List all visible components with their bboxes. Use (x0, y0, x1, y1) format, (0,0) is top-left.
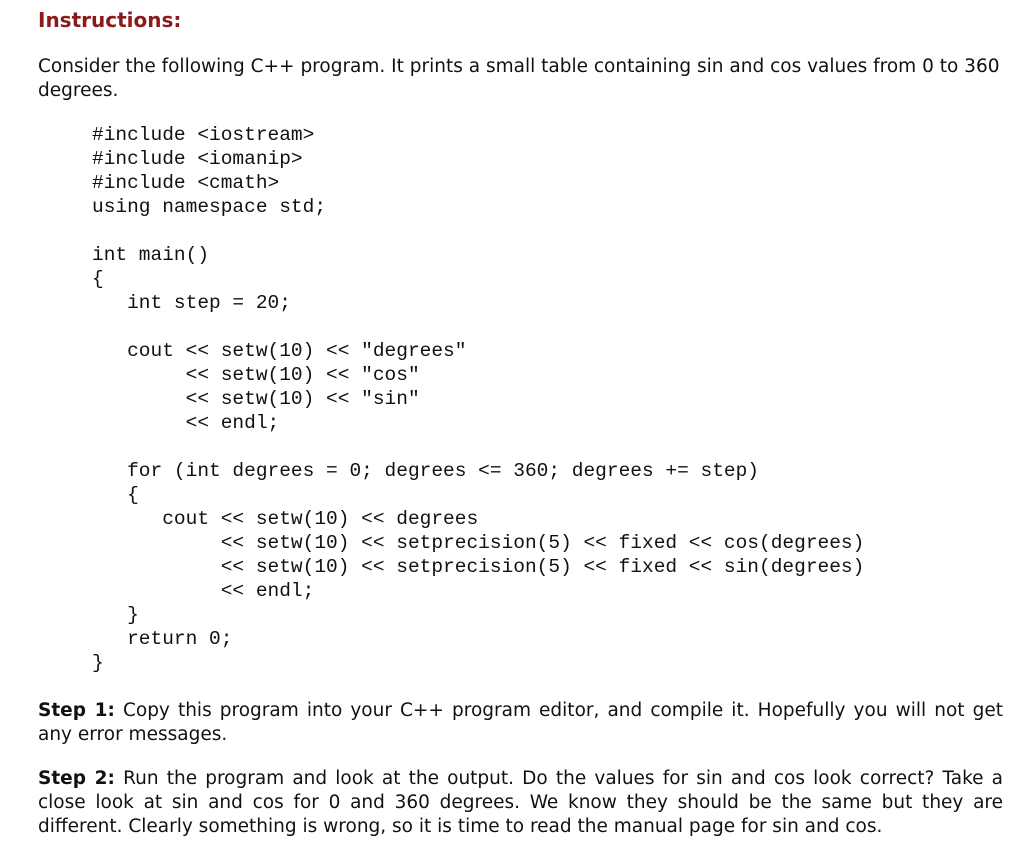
intro-paragraph: Consider the following C++ program. It prints a small table containing sin and cos values from 0 to 360 degrees. (38, 56, 1000, 101)
code-line: #include <cmath> (92, 172, 280, 194)
code-line: << setw(10) << "cos" (92, 364, 420, 386)
code-line: } (92, 604, 139, 626)
code-line: cout << setw(10) << degrees (92, 508, 479, 530)
code-line: << endl; (92, 580, 315, 602)
step-2-paragraph (38, 767, 1003, 839)
code-block (92, 123, 864, 675)
code-line: } (92, 652, 104, 674)
code-line: << setw(10) << "sin" (92, 388, 420, 410)
step-1-label: Step 1: (38, 700, 115, 721)
code-line: << endl; (92, 412, 280, 434)
code-line: return 0; (92, 628, 233, 650)
code-line: { (92, 484, 139, 506)
code-line: << setw(10) << setprecision(5) << fixed << cos(degrees) (92, 532, 865, 554)
code-line (92, 435, 864, 459)
code-line: cout << setw(10) << "degrees" (92, 340, 467, 362)
code-line: #include <iostream> (92, 124, 315, 146)
step-1-text: Copy this program into your C++ program editor, and compile it. Hopefully you will not get any error messages. (38, 700, 1003, 745)
code-line (92, 219, 864, 243)
step-2-label: Step 2: (38, 768, 115, 789)
code-line: #include <iomanip> (92, 148, 303, 170)
step-1-paragraph (38, 699, 1003, 747)
code-line: int main() (92, 244, 210, 266)
code-line: << setw(10) << setprecision(5) << fixed << sin(degrees) (92, 556, 865, 578)
code-line: int step = 20; (92, 292, 291, 314)
code-line (92, 315, 864, 339)
code-line: for (int degrees = 0; degrees <= 360; degrees += step) (92, 460, 760, 482)
code-line: { (92, 268, 104, 290)
instructions-heading: Instructions: (38, 8, 182, 32)
code-line: using namespace std; (92, 196, 327, 218)
step-2-text: Run the program and look at the output. Do the values for sin and cos look correct? Take a close look at sin and cos for 0 and 360 degrees. We know they should be the same but they are different. Clearly something is wrong, so it is time to read the manual page for sin and cos. (38, 768, 1004, 837)
